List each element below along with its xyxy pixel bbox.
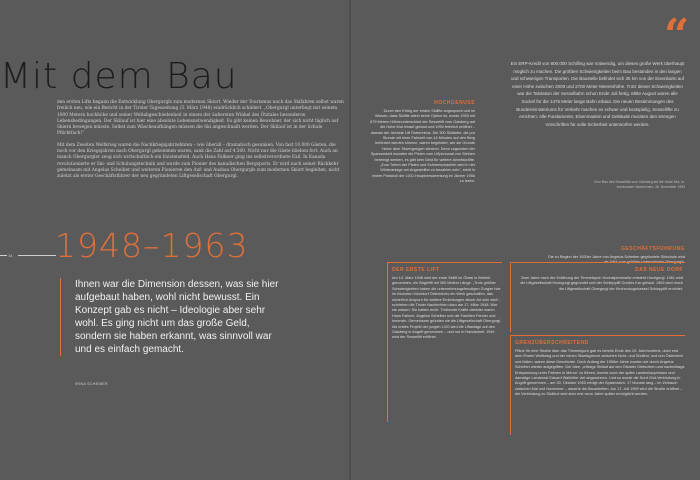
page-number: 14 bbox=[8, 253, 13, 258]
pull-quote: Ihnen war die Dimension dessen, was sie hier aufgebaut haben, wohl nicht bewusst. Ein Konzept gab es nicht – Ideologie aber sehr wohl. Es ging nicht um das große Geld, sondern sie haben erkannt, was sinnvoll war und es einfach gemacht. bbox=[60, 278, 285, 356]
sidebar-hochgenuss bbox=[370, 100, 475, 185]
column-body: Zwei Jahre nach der Eröffnung der Timmelsjoch Hochalpenstraße entsteht Hochgurgl. 1961 wird die Liftgesellschaft Hochgurgl gegründet und der Schlepplift Großes Kar gebaut. 1963 wird durch die Liftgesellschaft Obergurgl der Kirchenkogelsessel Schlepplift errichtet. bbox=[520, 276, 683, 291]
column-neues-dorf bbox=[510, 262, 685, 332]
page-title: Mit dem Bau bbox=[0, 56, 238, 97]
intro-text bbox=[57, 100, 345, 181]
years-heading: 1948–1963 bbox=[55, 226, 249, 265]
quote-caption: Zum Bau des Sessellifts vom Gaisberg auf die Hohe Mut. In: Innsbrucker Nachrichten, 26. November 1953 bbox=[594, 180, 685, 189]
column-grenzueberschreitend bbox=[510, 335, 685, 435]
quote-block: Ein ERP-Kredit von 800.000 Schilling war notwendig, um dieses große Werk überhaupt möglich zu machen. Die größten Schwierigkeiten beim Bau bestanden in den langen und schwierigen Transporten. Die Baustelle befindet sich 35 km von der Eisenbahn auf einer Höhe zwischen 2000 und 2700 Meter Meereshöhe. Trotz dieser Schwierigkeiten war die Talstation der Sesselbahn schon Ende Juli fertig. Mitte August waren alle Sockel für die 1475 Meter lange Bahn erbaut. Die neuen Bestimmungen des Bundesministeriums für Verkehr machen es schwer und kostspielig, Sessellifte zu errichten: Alle Fundamente, Eisenmasten und Gebäude mussten den strengen Vorschriften für volle Sicherheit unterworfen werden. bbox=[510, 61, 685, 127]
sidebar-body: Durch den Erfolg der ersten Skilifte angespornt und im Wissen, dass Skilifte allein keine Option ist, wurde 1953 mit 679 Metern Höhenunterschied der Sessellift vom Gaisberg auf die Hohe Mut hinauf gebaut und 1954 feierlich eröffnet – damals der höchste Lift Österreichs. Die 300 Skiläufer, die pro Stunde mit einer Fahrzeit von 14 Minuten auf den Berg befördert werden können, waren begeistert, wie sie Gründe hinter dem Skivergnügen stecken. Denn zugunsten der Sparsamkeit mussten die Pisten vom Liftpersonal von Steinen bereinigt werden, es gibt kein Geld für weitere Arbeitskräfte. „Zum Treten der Pisten und Schneeschaufeln wird in der Winteranlage am Angestellter zu bezahlen sein“, steht in einem Protokoll der LGO-Hauptversammlung im Jänner 1956 zu lesen. bbox=[370, 109, 475, 184]
page-spine bbox=[349, 0, 351, 480]
sidebar-heading: GESCHÄFTSFÜHRUNG bbox=[621, 246, 685, 252]
column-heading: DER ERSTE LIFT bbox=[392, 267, 440, 273]
column-erster-lift bbox=[387, 262, 502, 422]
pull-quote-author: IRINA SCHEIBER bbox=[75, 382, 108, 386]
column-heading: DAS NEUE DORF bbox=[635, 267, 683, 273]
sidebar-body: Die zu Beginn der 1920er Jahre von Angelus Scheiber gegründete Skischule wird ab 1961 zum größten Unternehmen Obergurgls. bbox=[548, 255, 685, 265]
page-number-rule bbox=[0, 255, 7, 256]
column-heading: GRENZÜBERSCHREITEND bbox=[515, 340, 589, 346]
intro-paragraph: den ersten Lifts begann die Entwicklung Obergurgls zum modernen Skiort. Wieder der Tourismus noch das Skifahren selbst waren freilich neu, wie ein Bericht in der Tiroler Tageszeitung (5. März 1948) eindrücklich schildert. „Obergurgl unterliegt mit seinem 1900 Metern hochhöhe und seiner Weltabgeschiedenheit in einem der äußersten Winkel des Ötztales besonderen Lebensbedingungen. Der Skilauf ist hier eine absolute Lebensnotwendigkeit. Es gibt keinen Bewohner, der sich nicht täglich auf Skiern bewegen müsste. Selbst zum Wäscheaufhängen müssen die Ski angeschnallt werden. Der Skilauf ist in der Schule Pflichtfach!“ bbox=[57, 100, 344, 137]
quote-mark-icon: “ bbox=[664, 10, 690, 61]
intro-paragraph: Mit dem Zweiten Weltkrieg waren die Nachkriegsjahrzehnten – wie überall – dramatisch gesunken. Von fast 10.000 Gästen, die noch vor den Kriegsjahren nach Obergurgl gekommen waren, sank die Zahl auf 4.500. Nicht nur die Gäste blieben fort. Auch an manch Obergurgler zeug sich wirtschaftlich ein Existenzfeld. Auch Hans Falkner ging ins selbstverordnete Exil. In Kanada revolutionierte er Ski- und Schulungstechnik und wurde zum Pionier des kanadischen Bergsports. Er wird nach seiner Rückkehr gemeinsam mit Angelus Scheiber und weiteren Pionieren den Auf- und Ausbau Obergurgls zum modernen Skiort begleiten, nicht zuletzt als erster Geschäftsführer der neu gegründeten Liftgesellschaft Obergurgl. bbox=[57, 142, 340, 180]
page-number-rule bbox=[18, 255, 56, 256]
sidebar-heading: HOCHGENUSS bbox=[434, 100, 475, 106]
column-body: Am 14. März 1948 wird der erste Skilift im Ötztal in Betrieb genommen, ein Bügellift mit 300 Metern Länge. „Trotz größter Schwierigkeiten haben die unternehmungsfreudigen Gurgler hier im höchsten Kirchdorf Österreichs ein Werk geschaffen, das sicherlich Ansporn für weitere Errichtungen dieser Art sein wird“, schrieben die Tiroler Nachrichten dazu am 17. März 1948. Wer sie wissen: Sie hatten recht. Treibende Kräfte dahinter waren Hans Falkner, Angelus Scheiber und die Familien Fender und Innerwin. Gemeinsam gründen sie die Liftgesellschaft Obergurgl. Als erstes Projekt der jungen LGO wird die Liftanlage auf den Gaisberg in Angriff genommen – und nur in Handarbeit. 1949 wird der Sessellift eröffnet. bbox=[392, 276, 502, 340]
column-body: Pläne für eine Straße über das Timmelsjoch gab es bereits Ende des 19. Jahrhunderts, doch erst dem Ersten Weltkrieg und der neuen Staatsgrenze zwischen Nord- und Südtirol, und nun Österreich und Italien, waren diese Geschichte. Doch Anfang der 1950er Jahre wurden sie durch Angelus Scheiber wieder aufgegriffen. Der Idee, „mittags Skilauf auf den Ötztaler Gletschern und nachmittags Entspannung unter Palmen in Meran“ zu führen, konnte auch der späte Landeshauptmann und damalige Landesrat Eduard Wallnöfer viel abgewinnen. Und so wurde die Nord-Süd-Verbindung in Angriff genommen – am 30. Oktober 1955 erfolgt der Spatenstich. 17 Monate lang – im Zeitraum zwischen Mai und November – dauerte die Bauarbeiten. Am 17. Juli 1959 wird die Straße eröffnet – die Verbindung zu Südtirol wird aber erst neun Jahre später ermöglicht werden. bbox=[515, 349, 685, 397]
